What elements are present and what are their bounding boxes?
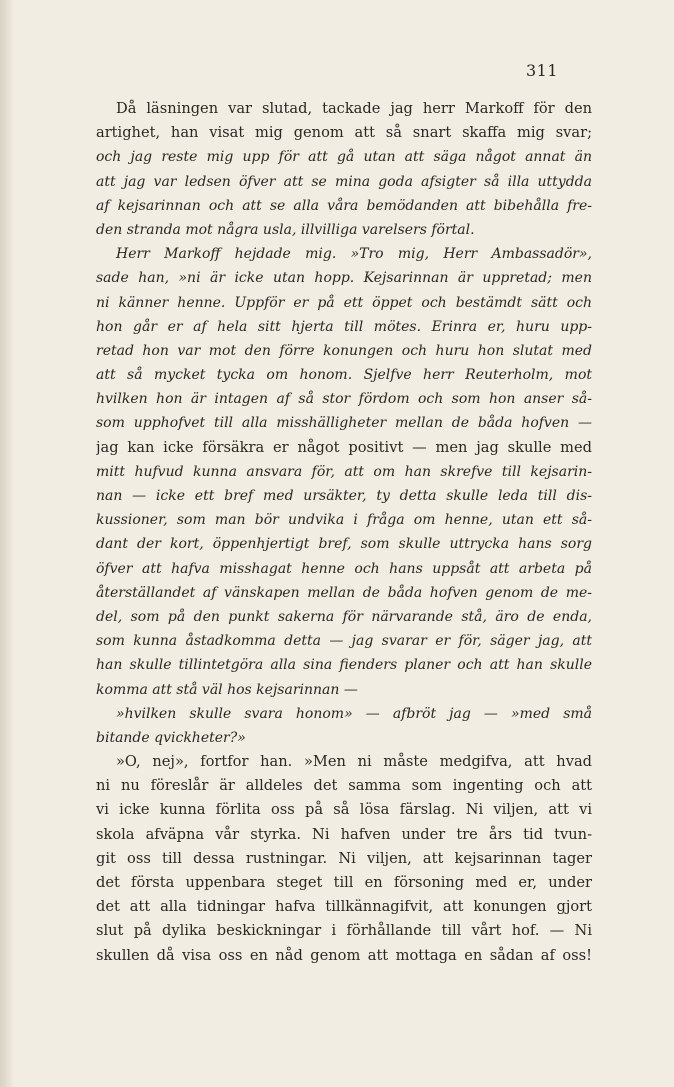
text-line: och jag reste mig upp för att gå utan att säga något annat än [96,149,592,166]
text-line: hon går er af hela sitt hjerta till mötes. Erinra er, huru upp- [96,318,592,335]
text-line: han skulle tillintetgöra alla sina fienders planer och att han skulle [96,657,592,674]
text-line: kussioner, som man bör undvika i fråga om henne, utan ett så- [96,512,592,529]
text-line: som upphofvet till alla misshälligheter mellan de båda hofven — [96,415,592,432]
text-line: det att alla tidningar hafva tillkännagifvit, att konungen gjort [96,898,592,916]
text-line: dant der kort, öppenhjertigt bref, som skulle uttrycka hans sorg [96,536,592,553]
text-line: retad hon var mot den förre konungen och huru hon slutat med [96,342,592,359]
text-line: af kejsarinnan och att se alla våra bemödanden att bibehålla fre- [96,197,592,214]
text-line: att så mycket tycka om honom. Sjelfve herr Reuterholm, mot [96,367,592,384]
text-line: »O, nej», fortfor han. »Men ni måste medgifva, att hvad [116,753,592,771]
text-line: skullen då visa oss en nåd genom att mottaga en sådan af oss! [96,946,592,964]
text-line: ni känner henne. Uppför er på ett öppet och bestämdt sätt och [96,294,592,311]
body-text [96,97,592,968]
text-line: nan — icke ett bref med ursäkter, ty detta skulle leda till dis- [96,488,592,504]
text-line: artighet, han visat mig genom att så snart skaffa mig svar; [96,124,592,142]
text-line: det första uppenbara steget till en försoning med er, under [96,874,592,891]
text-line: jag kan icke försäkra er något positivt — men jag skulle med [96,438,592,456]
text-line: ni nu föreslår är alldeles det samma som ingenting och att [96,777,592,795]
text-line: komma att stå väl hos kejsarinnan — [96,681,358,698]
page-number: 311 [526,61,559,80]
text-line: vi icke kunna förlita oss på så lösa färslag. Ni viljen, att vi [96,801,592,819]
text-line: sade han, »ni är icke utan hopp. Kejsarinnan är uppretad; men [96,270,592,287]
page-binding-edge [0,0,14,1087]
text-line: att jag var ledsen öfver att se mina goda afsigter så illa uttydda [96,173,592,190]
text-line: del, som på den punkt sakerna för närvarande stå, äro de enda, [96,608,592,625]
text-line: den stranda mot några usla, illvilliga varelsers förtal. [96,221,475,238]
text-line: bitande qvickheter?» [96,729,246,746]
text-line: öfver att hafva misshagat henne och hans uppsåt att arbeta på [96,560,592,577]
text-line: hvilken hon är intagen af så stor fördom och som hon anser så- [96,391,592,408]
text-line: git oss till dessa rustningar. Ni viljen, att kejsarinnan tager [96,849,592,867]
text-line: skola afväpna vår styrka. Ni hafven under tre års tid tvun- [96,825,592,843]
text-line: återställandet af vänskapen mellan de båda hofven genom de me- [96,584,592,601]
text-line: slut på dylika beskickningar i förhållande till vårt hof. — Ni [96,922,592,940]
text-line: Herr Markoff hejdade mig. »Tro mig, Herr Ambassadör», [116,246,592,263]
text-line: »hvilken skulle svara honom» — afbröt jag — »med små [116,705,592,722]
text-line: Då läsningen var slutad, tackade jag herr Markoff för den [116,100,592,117]
text-line: mitt hufvud kunna ansvara för, att om han skrefve till kejsarin- [96,463,592,480]
text-line: som kunna åstadkomma detta — jag svarar er för, säger jag, att [96,633,592,650]
